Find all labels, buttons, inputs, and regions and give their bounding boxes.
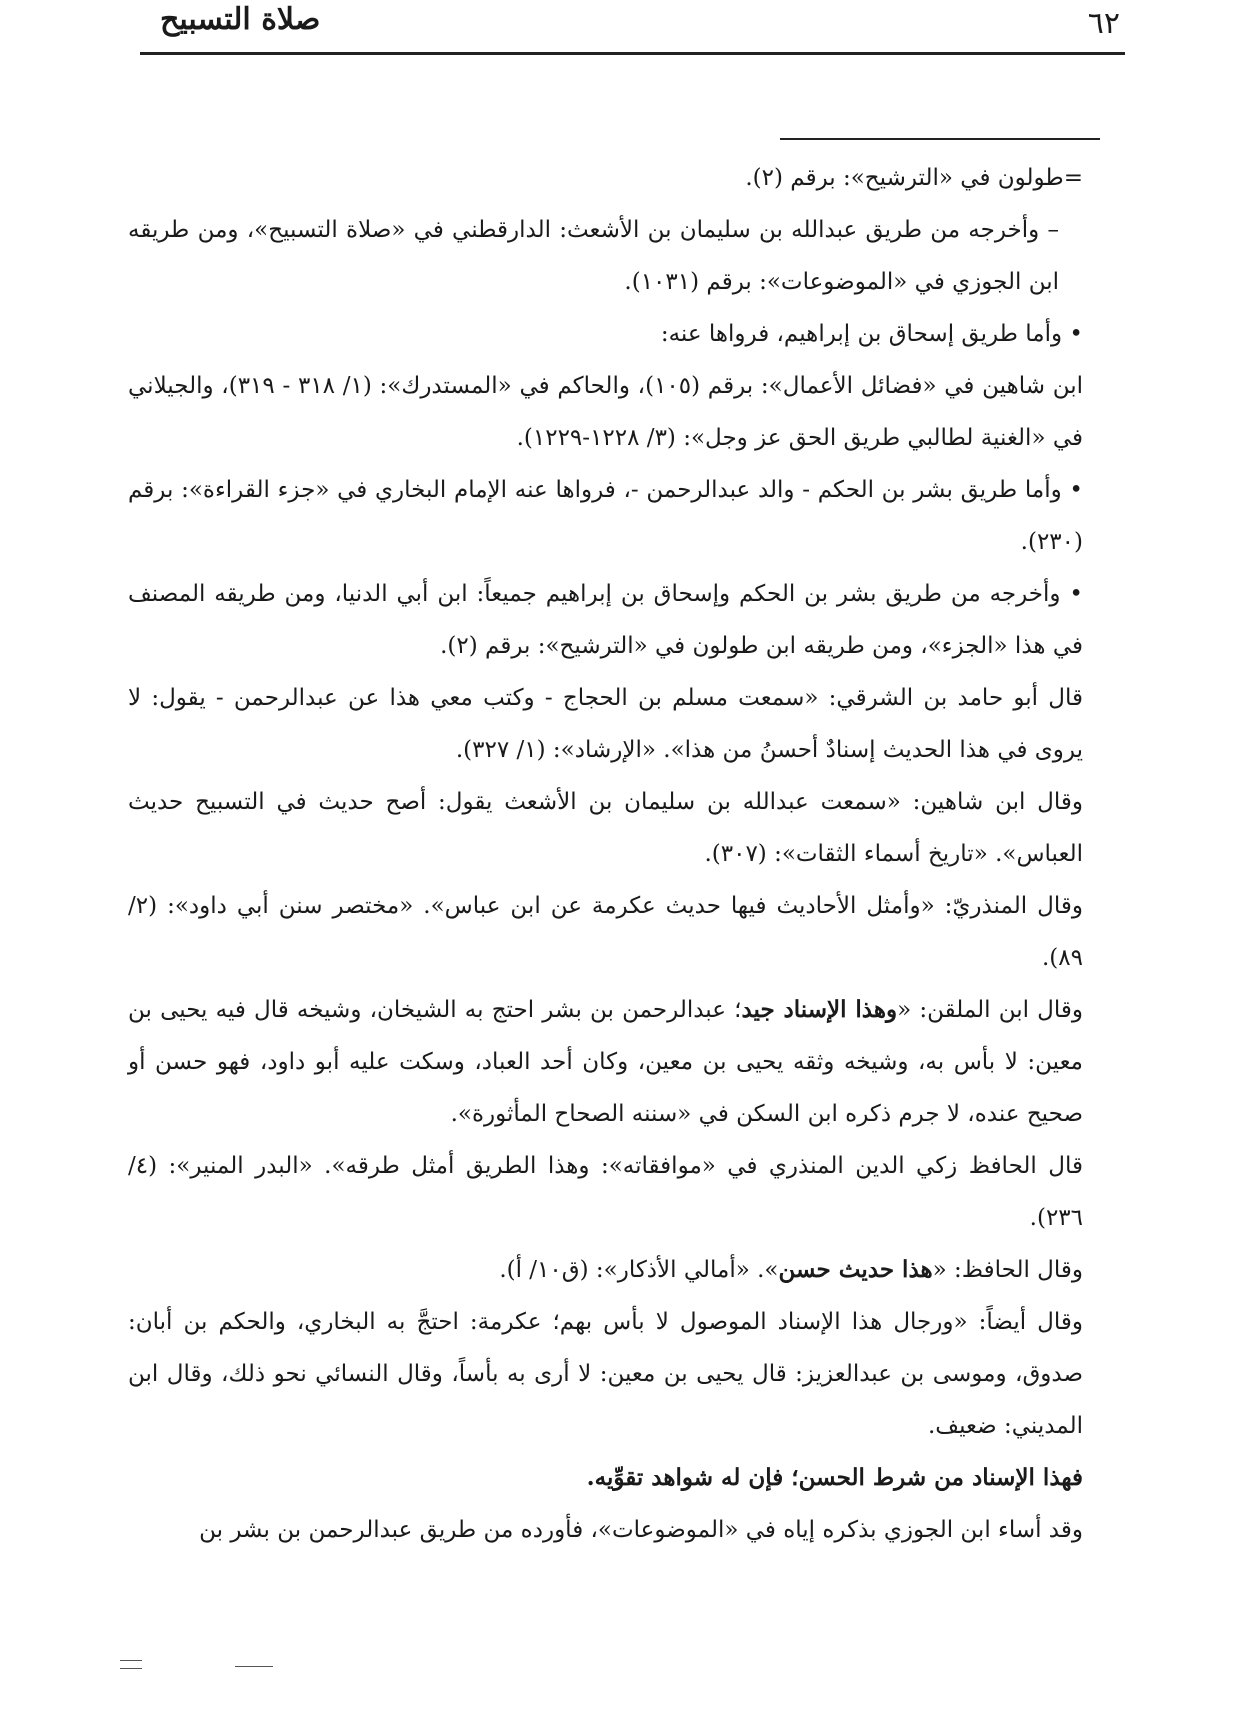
scan-mark — [120, 1668, 142, 1669]
footnote-paragraph — [128, 1244, 1083, 1296]
quote-bold-text: وهذا الإسناد جيد — [741, 996, 898, 1023]
quote-text: ». «أمالي الأذكار»: (ق١٠/ أ). — [499, 1257, 779, 1283]
footnote-paragraph: وقال أيضاً: «ورجال هذا الإسناد الموصول لا بأس بهم؛ عكرمة: احتجَّ به البخاري، والحكم بن أبان: صدوق، وموسى بن عبدالعزيز: قال يحيى بن معين: لا أرى به بأساً، وقال النسائي نحو ذلك، وقال ابن المديني: ضعيف. — [128, 1309, 1083, 1439]
footnote-paragraph: • وأما طريق بشر بن الحكم - والد عبدالرحمن -، فرواها عنه الإمام البخاري في «جزء القراءة»: برقم (٢٣٠). — [128, 464, 1083, 568]
footnote-paragraph: • وأما طريق إسحاق بن إبراهيم، فرواها عنه: — [128, 308, 1083, 360]
footnote-bold-paragraph: فهذا الإسناد من شرط الحسن؛ فإن له شواهد تقوِّيه. — [586, 1464, 1083, 1491]
footnote-paragraph — [128, 984, 1083, 1140]
footnote-separator — [780, 138, 1100, 140]
running-header-title: صلاة التسبيح — [160, 2, 321, 37]
quote-text: ؛ عبدالرحمن بن بشر احتج به الشيخان، وشيخه قال فيه يحيى بن معين: لا بأس به، وشيخه وثقه يحيى بن معين، وكان أحد العباد، وسكت عليه أبو داود، فهو حسن أو صحيح عنده، لا جرم ذكره ابن السكن في «سننه الصحاح المأثورة». — [128, 997, 1083, 1127]
quote-bold-text: هذا حديث حسن — [778, 1256, 933, 1283]
scan-mark — [235, 1666, 273, 1667]
footnote-body — [128, 152, 1083, 1692]
quote-text: وقال الحافظ: « — [932, 1257, 1083, 1283]
footnote-paragraph: ابن شاهين في «فضائل الأعمال»: برقم (١٠٥)، والحاكم في «المستدرك»: (١/ ٣١٨ - ٣١٩)، والجيلاني في «الغنية لطالبي طريق الحق عز وجل»: (٣/ ١٢٢٨-١٢٢٩). — [128, 373, 1084, 451]
footnote-paragraph: • وأخرجه من طريق بشر بن الحكم وإسحاق بن إبراهيم جميعاً: ابن أبي الدنيا، ومن طريقه المصنف في هذا «الجزء»، ومن طريقه ابن طولون في «الترشيح»: برقم (٢). — [128, 568, 1083, 672]
footnote-paragraph: قال الحافظ زكي الدين المنذري في «موافقاته»: وهذا الطريق أمثل طرقه». «البدر المنير»: (٤/ ٢٣٦). — [128, 1153, 1083, 1231]
header-rule — [140, 52, 1125, 55]
footnote-paragraph: قال أبو حامد بن الشرقي: «سمعت مسلم بن الحجاج - وكتب معي هذا عن عبدالرحمن - يقول: لا يروى في هذا الحديث إسنادٌ أحسنُ من هذا». «الإرشاد»: (١/ ٣٢٧). — [128, 685, 1083, 763]
footnote-paragraph: وقال المنذريّ: «وأمثل الأحاديث فيها حديث عكرمة عن ابن عباس». «مختصر سنن أبي داود»: (٢/ ٨٩). — [128, 893, 1083, 971]
footnote-paragraph: – وأخرجه من طريق عبدالله بن سليمان بن الأشعث: الدارقطني في «صلاة التسبيح»، ومن طريقه ابن الجوزي في «الموضوعات»: برقم (١٠٣١). — [128, 204, 1083, 308]
scan-mark — [120, 1660, 142, 1661]
footnote-paragraph: وقال ابن شاهين: «سمعت عبدالله بن سليمان بن الأشعث يقول: أصح حديث في التسبيح حديث العباس». «تاريخ أسماء الثقات»: (٣٠٧). — [128, 789, 1083, 867]
footnote-paragraph: وقد أساء ابن الجوزي بذكره إياه في «الموضوعات»، فأورده من طريق عبدالرحمن بن بشر بن — [199, 1517, 1083, 1543]
page-number: ٦٢ — [1087, 6, 1120, 41]
quote-text: وقال ابن الملقن: « — [897, 997, 1083, 1023]
footnote-continuation: =طولون في «الترشيح»: برقم (٢). — [745, 165, 1083, 191]
